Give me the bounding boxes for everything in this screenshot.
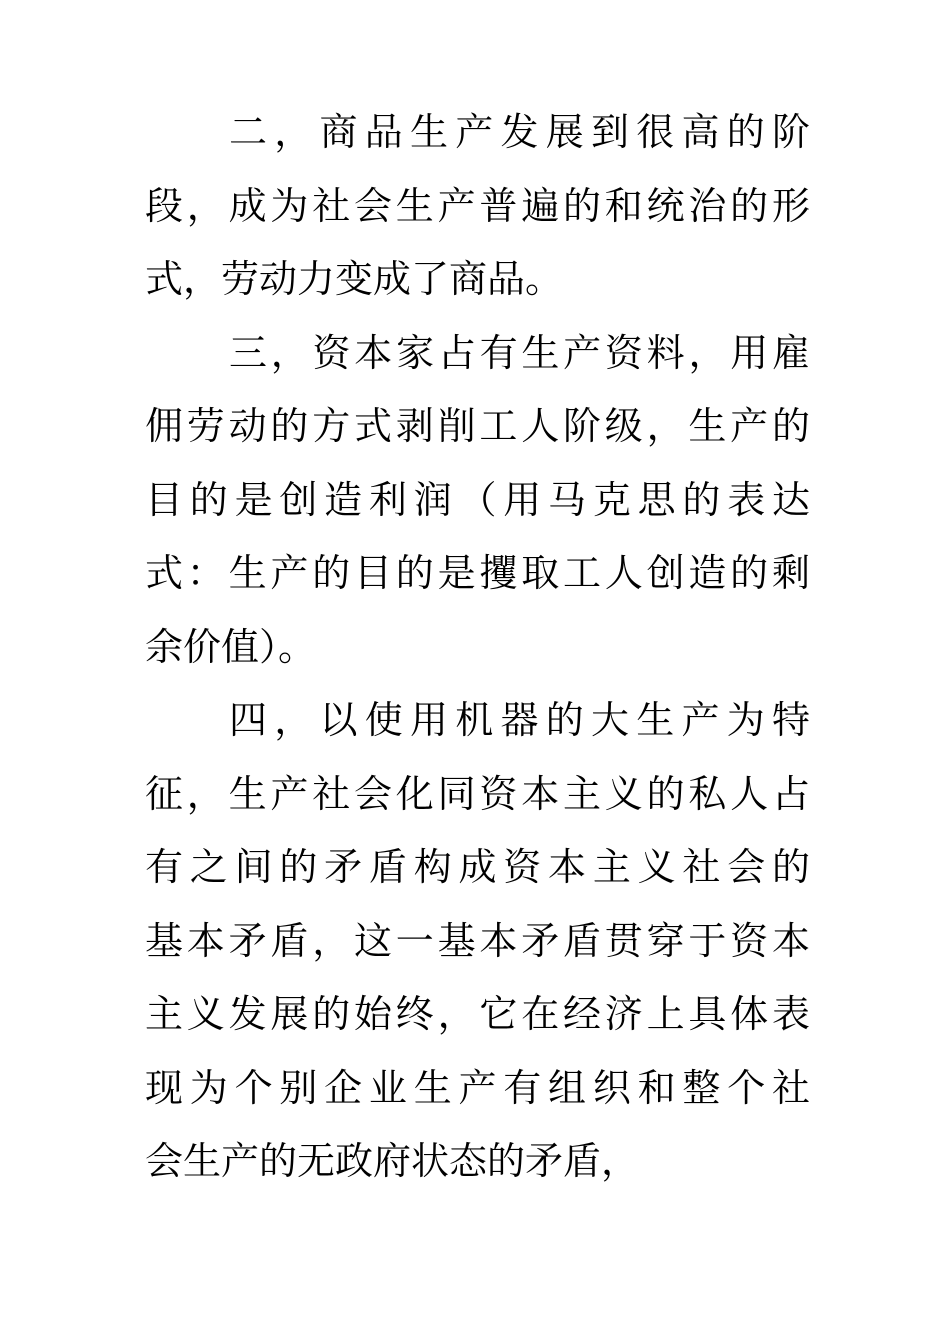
paragraph-4-line-6: 现为个别企业生产有组织和整个社 xyxy=(145,1065,810,1110)
paragraph-4-line-2: 征，生产社会化同资本主义的私人占 xyxy=(145,771,810,816)
paragraph-3-line-5: 余价值）。 xyxy=(145,624,317,669)
body-text xyxy=(145,96,810,1199)
paragraph-3-line-1: 三，资本家占有生产资料，用雇 xyxy=(229,330,810,375)
paragraph-4-line-1: 四，以使用机器的大生产为特 xyxy=(229,698,810,742)
paragraph-4-line-7: 会生产的无政府状态的矛盾， xyxy=(145,1139,640,1183)
paragraph-2-line-2: 段，成为社会生产普遍的和统治的形 xyxy=(145,183,810,228)
paragraph-3-line-3: 目的是创造利润（用马克思的表达 xyxy=(145,477,810,522)
paragraph-2-line-1: 二，商品生产发展到很高的阶 xyxy=(229,110,810,154)
paragraph-3-line-2: 佣劳动的方式剥削工人阶级，生产的 xyxy=(145,404,810,448)
paragraph-4-line-3: 有之间的矛盾构成资本主义社会的 xyxy=(145,845,810,889)
paragraph-3-line-4: 式：生产的目的是攫取工人创造的剩 xyxy=(145,551,810,595)
paragraph-4-line-5: 主义发展的始终，它在经济上具体表 xyxy=(145,992,810,1036)
paragraph-2-line-3: 式，劳动力变成了商品。 xyxy=(145,257,564,301)
paragraph-4-line-4: 基本矛盾，这一基本矛盾贯穿于资本 xyxy=(145,918,810,963)
